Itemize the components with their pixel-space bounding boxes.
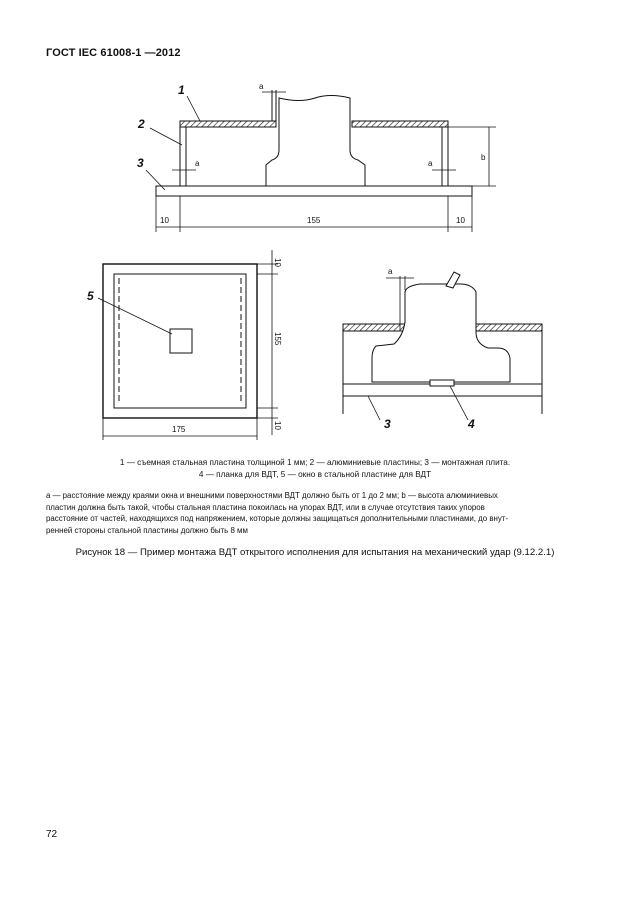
dim-b: b [481, 153, 486, 162]
figure-note [46, 490, 586, 536]
callout-3-detail: 3 [384, 417, 391, 431]
dim-width-top: 155 [307, 216, 321, 225]
callout-4: 4 [468, 417, 475, 431]
note-line-2: пластин должна быть такой, чтобы стальная пластина покоилась на упорах ВДТ, или в случае отсутствия таких упоров [46, 502, 485, 512]
note-line-1: a — расстояние между краями окна и внешними поверхностями ВДТ должно быть от 1 до 2 мм; b — высота алюминиевых [46, 491, 498, 500]
dim-right-edge: 10 [456, 216, 465, 225]
legend-line-1: 1 — съемная стальная пластина толщиной 1 мм; 2 — алюминиевые пластины; 3 — монтажная плита. [119, 458, 511, 467]
dim-side-top: 10 [273, 258, 282, 267]
dim-side-bottom: 10 [273, 421, 282, 430]
detail-section-view [343, 272, 542, 420]
document-header: ГОСТ IEC 61008-1 —2012 [46, 47, 181, 59]
figure-caption: Рисунок 18 — Пример монтажа ВДТ открытого исполнения для испытания на механический удар (9.12.2.1) [75, 547, 555, 558]
dim-left-edge: 10 [160, 216, 169, 225]
figure-legend [40, 457, 590, 481]
callout-3: 3 [137, 156, 144, 170]
legend-line-2: 4 — планка для ВДТ, 5 — окно в стальной пластине для ВДТ [198, 470, 432, 479]
dim-6-right: a [428, 159, 433, 168]
callout-2: 2 [138, 117, 145, 131]
dim-a-detail: a [388, 267, 393, 276]
note-line-4: ренней стороны стальной пластины должно быть 8 мм [46, 525, 248, 535]
callout-5: 5 [87, 289, 94, 303]
callout-1: 1 [178, 83, 185, 97]
dim-6-left: a [195, 159, 200, 168]
plan-view [98, 250, 278, 440]
dim-a-top: a [259, 82, 264, 91]
note-line-3: расстояние от частей, находящихся под напряжением, которые должны защищаться дополнительными пластинами, до внут- [46, 514, 509, 524]
page-number: 72 [46, 829, 58, 840]
dim-side-height: 155 [273, 332, 282, 346]
dim-bottom-width: 175 [172, 425, 186, 434]
